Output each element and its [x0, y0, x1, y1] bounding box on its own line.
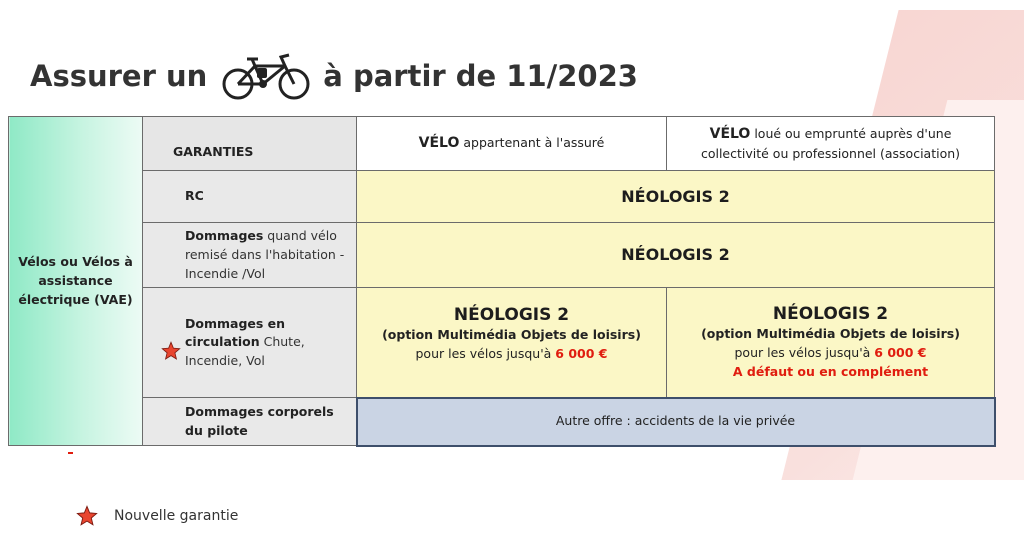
row-value-home-damage: [357, 223, 995, 288]
row-label-home-damage-bold: Dommages: [185, 228, 264, 243]
table-row: [9, 398, 995, 446]
title-suffix: à partir de 11/2023: [323, 59, 638, 93]
row-value-rc-text: NÉOLOGIS 2: [621, 186, 730, 206]
row-label-home-damage: [143, 223, 357, 288]
row-value-home-damage-text: NÉOLOGIS 2: [621, 245, 730, 265]
circulation-owned-limit-value: 6 000 €: [555, 345, 608, 361]
circulation-rented-cell: [667, 288, 995, 398]
circulation-rented-note: A défaut ou en complément: [732, 363, 929, 379]
circulation-rented-title: NÉOLOGIS 2: [772, 304, 889, 325]
row-label-bodily-injury-text: Dommages corporels du pilote: [185, 404, 334, 438]
legend-text: Nouvelle garantie: [114, 508, 239, 524]
circulation-owned-cell: [357, 288, 667, 398]
row-value-bodily-injury: Autre offre : accidents de la vie privée: [357, 398, 995, 446]
row-label-circulation-text: Chute, Incendie, Vol: [185, 334, 305, 369]
circulation-rented-option: (option Multimédia Objets de loisirs): [701, 326, 960, 342]
row-label-circulation-bold: Dommages en circulation: [185, 315, 286, 350]
table-row: [9, 223, 995, 288]
star-icon: [76, 505, 98, 527]
column-header-owned-bold: VÉLO: [418, 135, 460, 151]
row-label-circulation-wrap: [185, 315, 350, 371]
circulation-rented-limit-value: 6 000 €: [874, 345, 927, 361]
category-cell: Vélos ou Vélos à assistance électrique (VAE): [9, 117, 143, 446]
column-header-owned: [357, 117, 667, 171]
table-row: [9, 171, 995, 223]
column-header-rented-bold: VÉLO: [709, 125, 751, 142]
row-value-rc: [357, 171, 995, 223]
guarantees-table: [8, 116, 996, 447]
circulation-owned-limit-text: pour les vélos jusqu'à: [415, 345, 556, 361]
star-icon: [161, 341, 181, 361]
row-label-circulation-damage: [143, 288, 357, 398]
row-label-rc-text: RC: [185, 188, 204, 204]
red-dash: [68, 452, 73, 454]
column-header-rented-text: loué ou emprunté auprès d'une collectivité ou professionnel (association): [700, 125, 961, 161]
circulation-owned-title: NÉOLOGIS 2: [453, 304, 570, 325]
row-label-bodily-injury: [143, 398, 357, 446]
row-label-home-damage-text: quand vélo remisé dans l'habitation - Incendie /Vol: [185, 228, 345, 281]
bicycle-icon: [219, 52, 313, 100]
circulation-rented-limit: [667, 344, 994, 363]
column-header-rented: [667, 117, 995, 171]
row-label-rc: [143, 171, 357, 223]
page-title: [30, 52, 638, 100]
table-row: [9, 288, 995, 398]
circulation-rented-limit-text: pour les vélos jusqu'à: [734, 345, 875, 361]
header-row: [9, 117, 995, 171]
circulation-owned-option: (option Multimédia Objets de loisirs): [382, 326, 641, 342]
guarantees-header: GARANTIES: [143, 117, 357, 171]
title-prefix: Assurer un: [30, 59, 208, 93]
column-header-owned-text: appartenant à l'assuré: [459, 135, 605, 150]
circulation-owned-limit: [357, 345, 666, 364]
legend: [76, 505, 238, 527]
